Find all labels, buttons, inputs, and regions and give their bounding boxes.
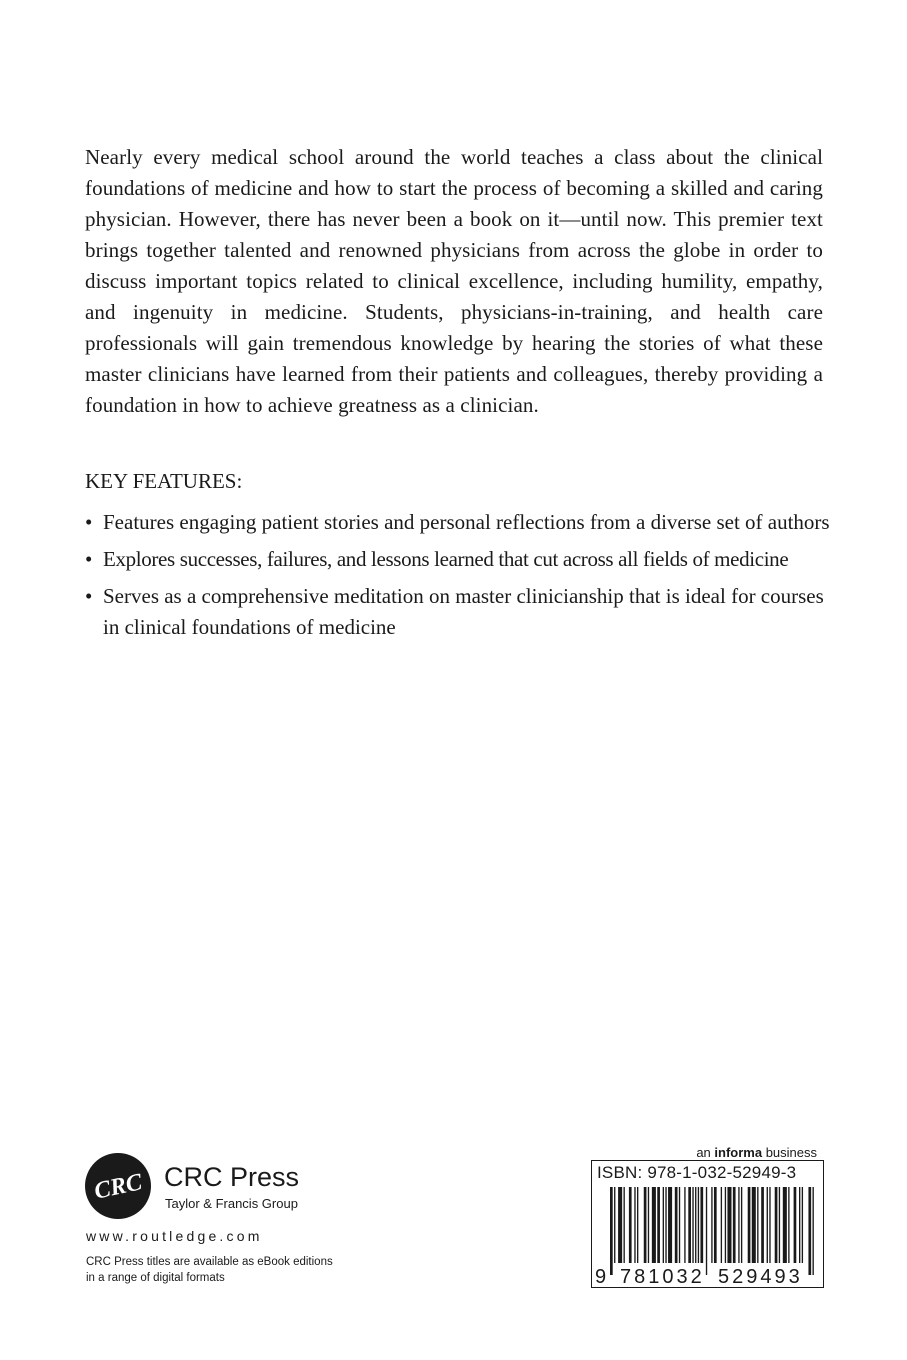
list-item	[85, 544, 830, 575]
key-features-list	[85, 507, 830, 649]
barcode-bar	[741, 1187, 742, 1263]
barcode-bar	[727, 1187, 731, 1263]
ebook-note-line: in a range of digital formats	[86, 1272, 225, 1284]
barcode-bar	[652, 1187, 656, 1263]
informa-suffix: business	[762, 1145, 817, 1160]
barcode-bar	[700, 1187, 703, 1263]
barcode-bar	[775, 1187, 778, 1263]
barcode-bar	[665, 1187, 666, 1263]
barcode-bar	[767, 1187, 768, 1263]
crc-press-logo-icon	[84, 1152, 152, 1220]
barcode-bar	[610, 1187, 613, 1275]
bullet-icon: •	[85, 510, 93, 534]
key-features-heading: KEY FEATURES:	[85, 469, 243, 493]
barcode-bar	[808, 1187, 811, 1275]
barcode-bar	[684, 1187, 685, 1263]
barcode-bar	[779, 1187, 780, 1263]
ebook-note	[86, 1254, 376, 1286]
list-item	[85, 507, 830, 538]
feature-text: Features engaging patient stories and personal reflections from a diverse set of authors	[103, 510, 830, 534]
barcode-bar	[721, 1187, 722, 1263]
barcode-bar	[714, 1187, 717, 1263]
barcode-bar	[761, 1187, 764, 1263]
barcode-bar	[688, 1187, 691, 1263]
barcode-bar	[657, 1187, 660, 1263]
logo-text: CRC	[92, 1169, 145, 1205]
barcode-bar	[757, 1187, 758, 1263]
bullet-icon: •	[85, 584, 93, 608]
barcode-bar	[668, 1187, 672, 1263]
barcode-digits-right: 529493	[718, 1266, 803, 1287]
barcode-bar	[813, 1187, 814, 1275]
barcode-bar	[738, 1187, 739, 1263]
barcode-bar	[637, 1187, 638, 1263]
barcode-bar	[618, 1187, 622, 1263]
isbn-barcode	[591, 1160, 824, 1288]
barcode-bar	[748, 1187, 751, 1263]
barcode-bar	[788, 1187, 789, 1263]
barcode-bar	[695, 1187, 696, 1263]
barcode-bar	[783, 1187, 787, 1263]
publisher-block	[84, 1152, 384, 1292]
barcode-bar	[624, 1187, 625, 1263]
informa-brand: informa	[714, 1145, 763, 1160]
barcode-bar	[698, 1187, 699, 1263]
informa-tagline	[696, 1145, 817, 1160]
publisher-group: Taylor & Francis Group	[165, 1196, 298, 1211]
book-description: Nearly every medical school around the world teaches a class about the clinical foundations of medicine and how to start the process of becoming a skilled and caring physician. However, there has never been a book on it—until now. This premier text brings together talented and renowned physicians from across the globe in order to discuss important topics related to clinical excellence, including humility, empathy, and ingenuity in medicine. Students, physicians-in-training, and health care professionals will gain tremendous knowledge by hearing the stories of what these master clinicians have learned from their patients and colleagues, thereby providing a foundation in how to achieve greatness as a clinician.	[85, 145, 823, 417]
barcode-bar	[675, 1187, 678, 1263]
barcode-bars	[610, 1187, 814, 1275]
barcode-icon	[592, 1185, 823, 1287]
barcode-bar	[799, 1187, 800, 1263]
barcode-bar	[614, 1187, 615, 1263]
barcode-digit-first: 9	[595, 1266, 607, 1287]
barcode-bar	[679, 1187, 680, 1263]
barcode-bar	[725, 1187, 726, 1263]
barcode-bar	[769, 1187, 770, 1263]
list-item	[85, 581, 830, 643]
bullet-icon: •	[85, 547, 93, 571]
barcode-bar	[794, 1187, 797, 1263]
barcode-bar	[706, 1187, 707, 1275]
barcode-bar	[711, 1187, 712, 1263]
publisher-website[interactable]: www.routledge.com	[86, 1228, 263, 1244]
barcode-bar	[733, 1187, 736, 1263]
ebook-note-line: CRC Press titles are available as eBook editions	[86, 1256, 333, 1268]
barcode-bar	[629, 1187, 632, 1263]
isbn-label: ISBN: 978-1-032-52949-3	[597, 1163, 797, 1182]
feature-text: Explores successes, failures, and lessons learned that cut across all fields of medicine	[103, 547, 789, 571]
barcode-bar	[644, 1187, 647, 1263]
barcode-digits-left: 781032	[620, 1266, 705, 1287]
publisher-name: CRC Press	[164, 1162, 300, 1192]
informa-prefix: an	[696, 1145, 715, 1160]
barcode-bar	[634, 1187, 635, 1263]
barcode-bar	[663, 1187, 664, 1263]
feature-text: Serves as a comprehensive meditation on master clinicianship that is ideal for courses in clinical foundations of medicine	[103, 584, 824, 639]
barcode-bar	[692, 1187, 693, 1263]
barcode-bar	[752, 1187, 756, 1263]
barcode-bar	[802, 1187, 803, 1263]
barcode-bar	[648, 1187, 649, 1263]
